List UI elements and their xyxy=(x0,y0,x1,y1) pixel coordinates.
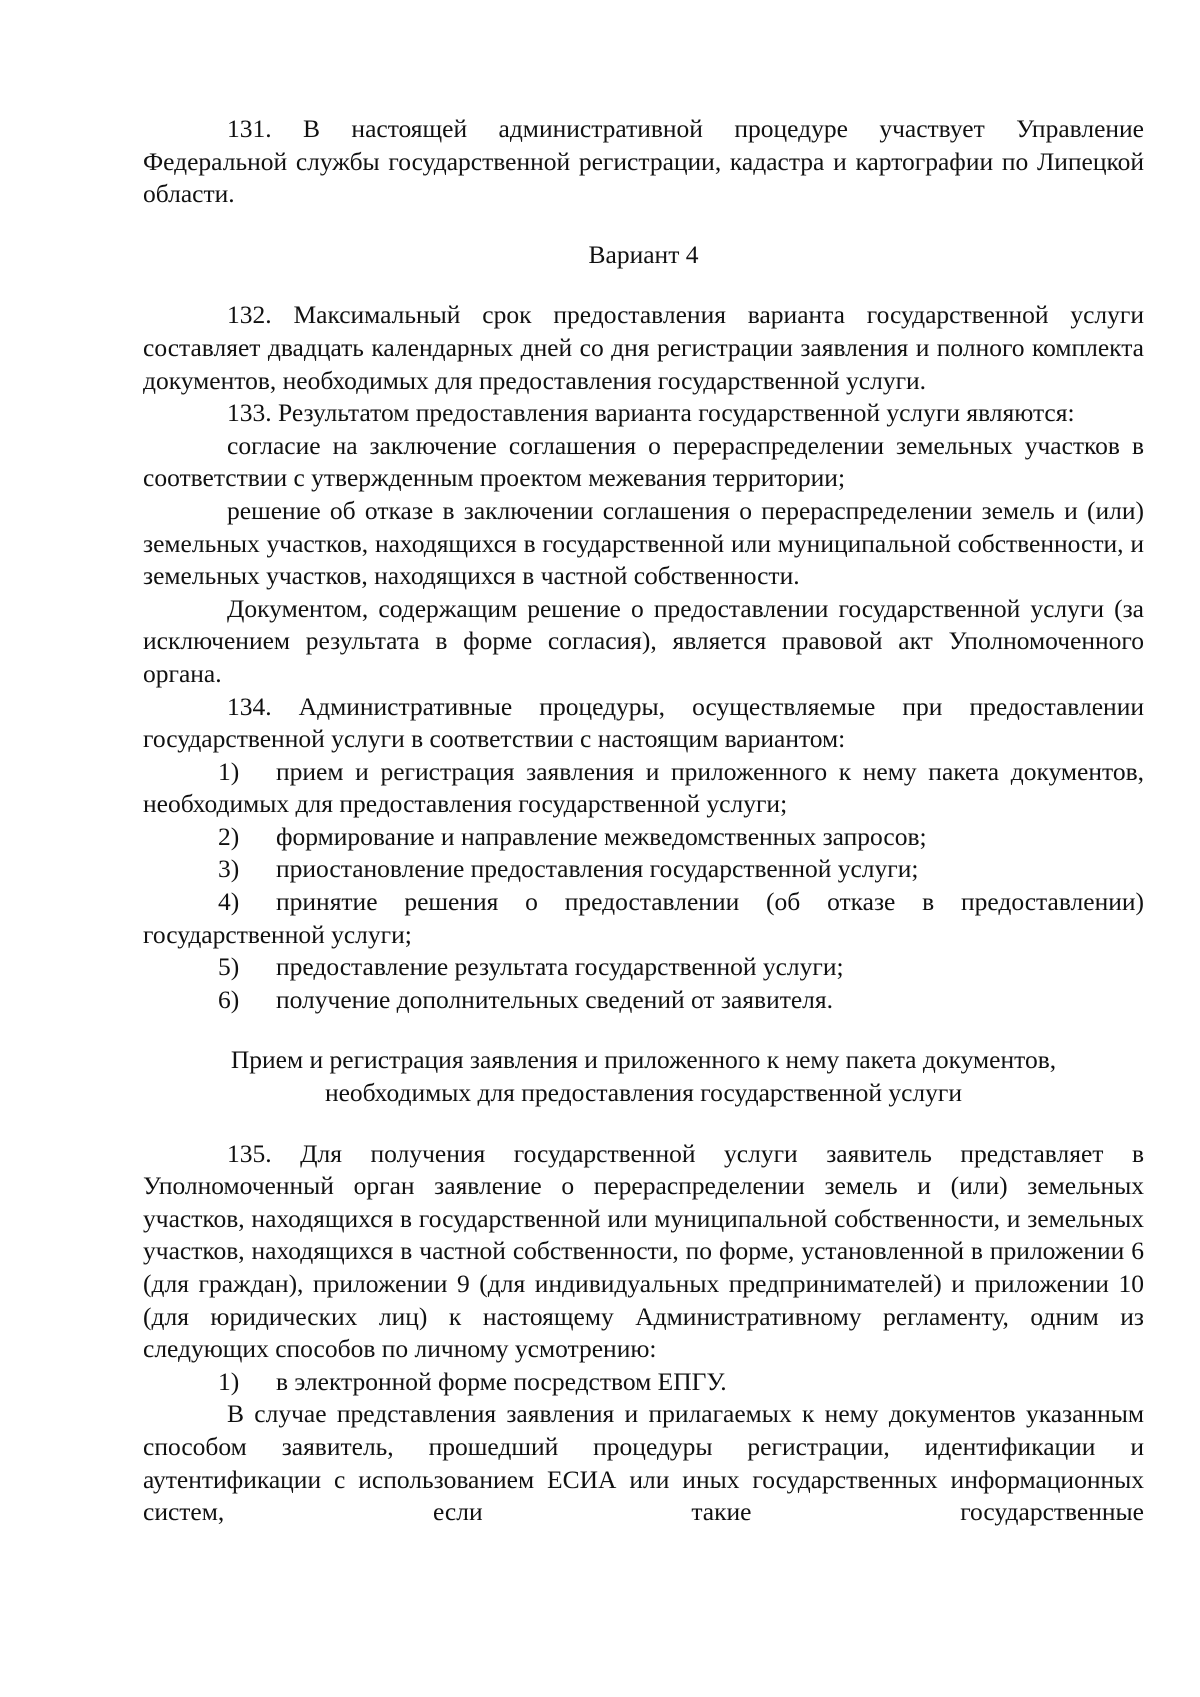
paragraph-133: 133. Результатом предоставления варианта государственной услуги являются: xyxy=(227,398,1075,428)
list-135 xyxy=(143,1366,1144,1399)
list-item-text: принятие решения о предоставлении (об отказе в предоставлении) государственной услуги; xyxy=(143,887,1144,949)
list-item xyxy=(143,756,1144,821)
list-item xyxy=(143,886,1144,951)
list-134 xyxy=(143,756,1144,1017)
list-item-text: предоставление результата государственной услуги; xyxy=(276,952,844,982)
paragraph-134: 134. Административные процедуры, осуществляемые при предоставлении государственной услуги в соответствии с настоящим вариантом: xyxy=(143,691,1144,754)
document-page xyxy=(143,113,1144,1529)
paragraph-133-b: решение об отказе в заключении соглашения о перераспределении земель и (или) земельных участков, находящихся в государственной или муниципальной собственности, и земельных участков, находящихся в частной собственности. xyxy=(143,495,1144,591)
list-item xyxy=(143,951,1144,984)
list-item-text: прием и регистрация заявления и приложенного к нему пакета документов, необходимых для предоставления государственной услуги; xyxy=(143,756,1144,819)
list-item-text: в электронной форме посредством ЕПГУ. xyxy=(276,1366,727,1396)
list-item-text: получение дополнительных сведений от заявителя. xyxy=(276,984,834,1014)
list-item xyxy=(143,821,1144,854)
section-heading-line-1: Прием и регистрация заявления и приложенного к нему пакета документов, xyxy=(230,1045,1057,1075)
list-item xyxy=(143,1366,1144,1399)
list-item xyxy=(143,853,1144,886)
list-item-number: 1) xyxy=(218,1366,240,1396)
list-item-number: 6) xyxy=(218,984,240,1014)
paragraph-132: 132. Максимальный срок предоставления варианта государственной услуги составляет двадцать календарных дней со дня регистрации заявления и полного комплекта документов, необходимых для предоставления государственной услуги. xyxy=(143,300,1144,395)
section-heading xyxy=(143,1044,1144,1109)
variant-heading: Вариант 4 xyxy=(588,239,699,269)
section-heading-line-2: необходимых для предоставления государственной услуги xyxy=(324,1078,963,1108)
list-item xyxy=(143,984,1144,1017)
list-item-number: 3) xyxy=(218,854,240,884)
list-item-number: 4) xyxy=(218,887,240,917)
paragraph-133-a: согласие на заключение соглашения о перераспределении земельных участков в соответствии с утвержденным проектом межевания территории; xyxy=(143,430,1144,493)
paragraph-135-tail: В случае представления заявления и прилагаемых к нему документов указанным способом заявитель, прошедший процедуры регистрации, идентификации и аутентификации с использованием ЕСИА или иных государственных информационных систем, если такие государственные xyxy=(143,1399,1144,1527)
paragraph-135: 135. Для получения государственной услуги заявитель представляет в Уполномоченный орган заявление о перераспределении земель и (или) земельных участков, находящихся в государственной или муниципальной собственности, и земельных участков, находящихся в частной собственности, по форме, установленной в приложении 6 (для граждан), приложении 9 (для индивидуальных предпринимателей) и приложении 10 (для юридических лиц) к настоящему Административному регламенту, одним из следующих способов по личному усмотрению: xyxy=(143,1138,1144,1364)
paragraph-131: 131. В настоящей административной процедуре участвует Управление Федеральной службы государственной регистрации, кадастра и картографии по Липецкой области. xyxy=(143,114,1144,209)
list-item-number: 2) xyxy=(218,821,240,851)
list-item-text: формирование и направление межведомственных запросов; xyxy=(276,821,927,851)
list-item-text: приостановление предоставления государственной услуги; xyxy=(276,854,919,884)
list-item-number: 1) xyxy=(218,756,240,786)
list-item-number: 5) xyxy=(218,952,240,982)
paragraph-133-document: Документом, содержащим решение о предоставлении государственной услуги (за исключением результата в форме согласия), является правовой акт Уполномоченного органа. xyxy=(143,593,1144,688)
